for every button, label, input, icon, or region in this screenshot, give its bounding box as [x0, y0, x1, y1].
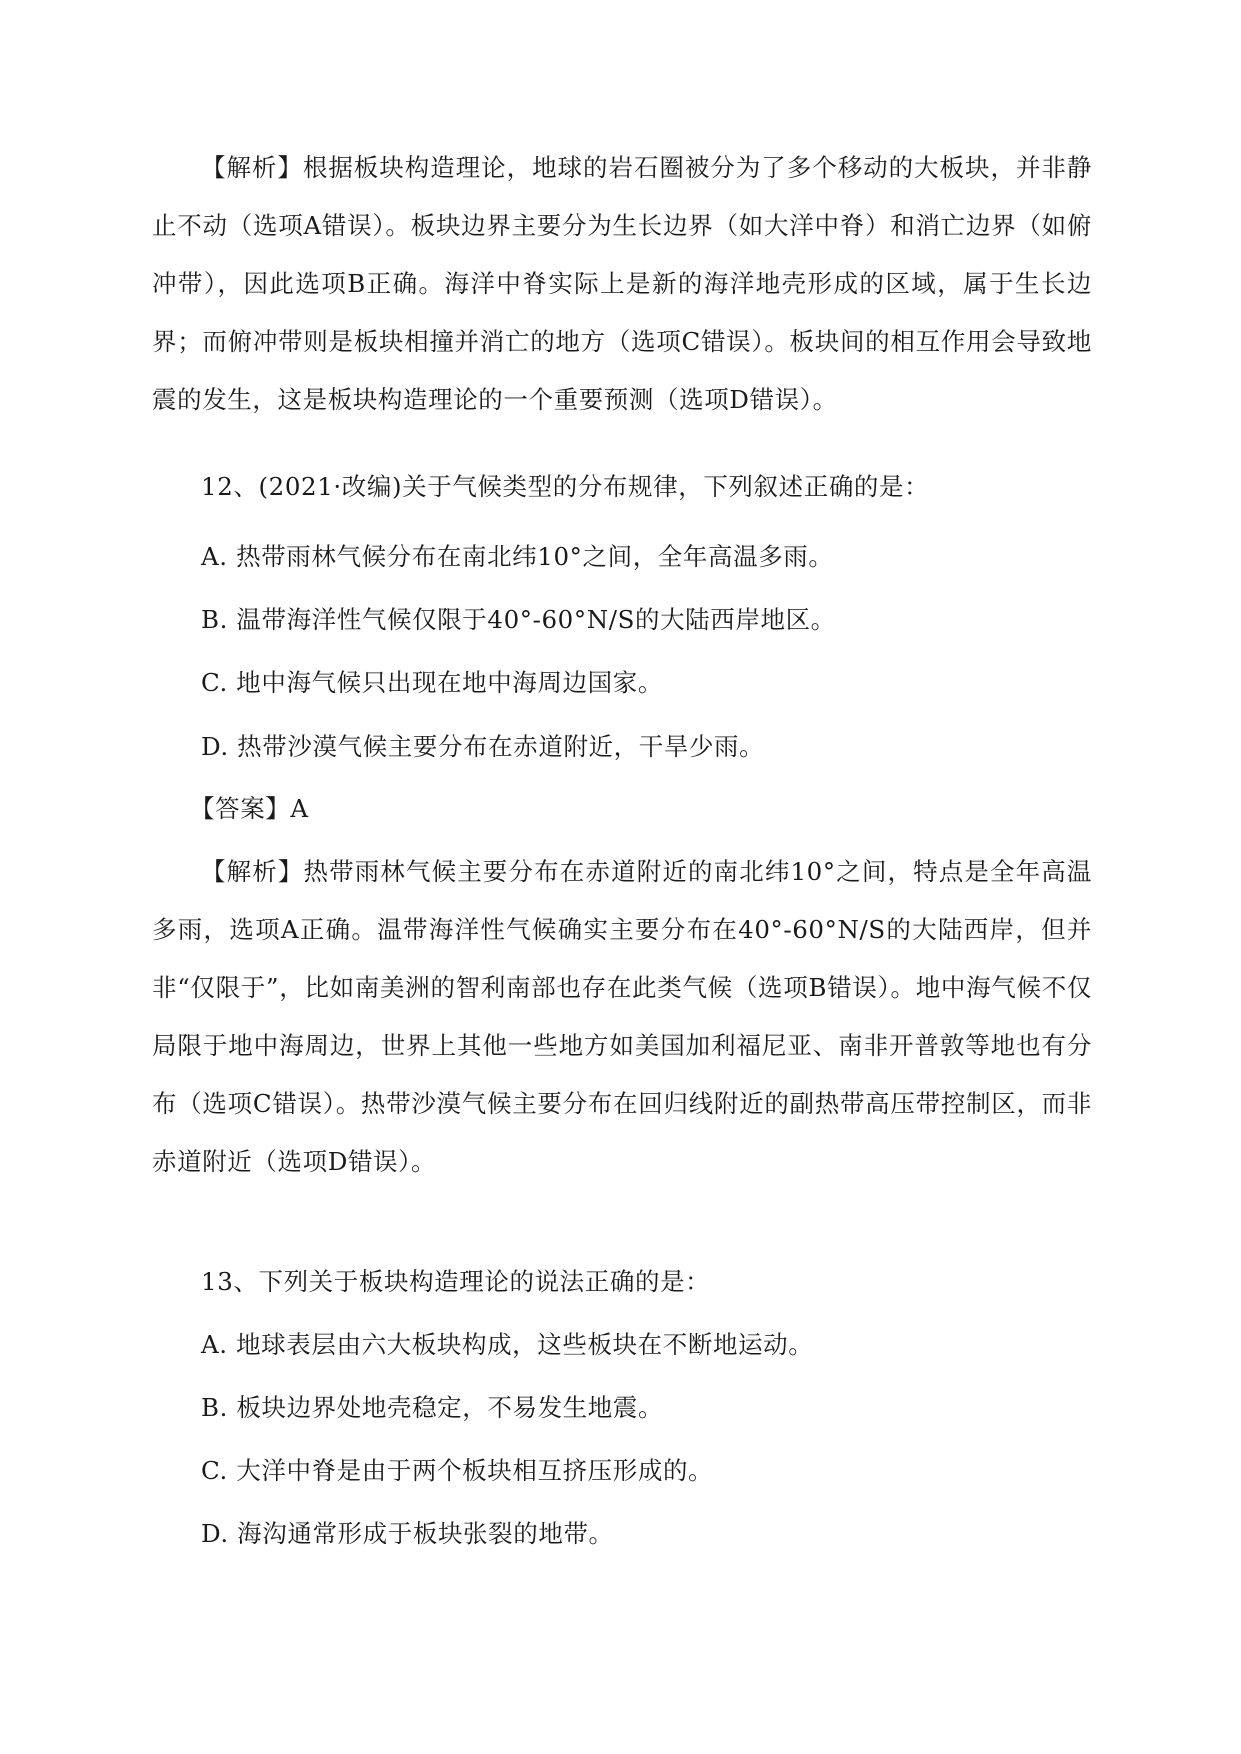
q12-option-d: D. 热带沙漠气候主要分布在赤道附近，干旱少雨。 — [201, 732, 765, 761]
q12-option-b: B. 温带海洋性气候仅限于40°-60°N/S的大陆西岸地区。 — [201, 605, 836, 634]
q13-option-d: D. 海沟通常形成于板块张裂的地带。 — [201, 1519, 614, 1548]
q12-option-c: C. 地中海气候只出现在地中海周边国家。 — [201, 668, 663, 697]
q13-stem: 13、下列关于板块构造理论的说法正确的是： — [201, 1267, 711, 1296]
q13-option-b: B. 板块边界处地壳稳定，不易发生地震。 — [201, 1393, 664, 1422]
q12-stem: 12、(2021·改编)关于气候类型的分布规律，下列叙述正确的是： — [201, 472, 930, 501]
q12-answer: 【答案】A — [190, 794, 309, 823]
q12-option-a: A. 热带雨林气候分布在南北纬10°之间，全年高温多雨。 — [201, 542, 834, 571]
q13-option-c: C. 大洋中脊是由于两个板块相互挤压形成的。 — [201, 1456, 714, 1485]
q12-analysis: 【解析】热带雨林气候主要分布在赤道附近的南北纬10°之间，特点是全年高温多雨，选项A正确。温带海洋性气候确实主要分布在40°-60°N/S的大陆西岸，但并非“仅限于”，比如南美洲的智利南部也存在此类气候（选项B错误）。地中海气候不仅局限于地中海周边，世界上其他一些地方如美国加利福尼亚、南非开普敦等地也有分布（选项C错误）。热带沙漠气候主要分布在回归线附近的副热带高压带控制区，而非赤道附近（选项D错误）。 — [152, 857, 1092, 1176]
q11-analysis: 【解析】根据板块构造理论，地球的岩石圈被分为了多个移动的大板块，并非静止不动（选项A错误）。板块边界主要分为生长边界（如大洋中脊）和消亡边界（如俯冲带），因此选项B正确。海洋中脊实际上是新的海洋地壳形成的区域，属于生长边界；而俯冲带则是板块相撞并消亡的地方（选项C错误）。板块间的相互作用会导致地震的发生，这是板块构造理论的一个重要预测（选项D错误）。 — [152, 153, 1092, 414]
q13-option-a: A. 地球表层由六大板块构成，这些板块在不断地运动。 — [201, 1330, 814, 1359]
